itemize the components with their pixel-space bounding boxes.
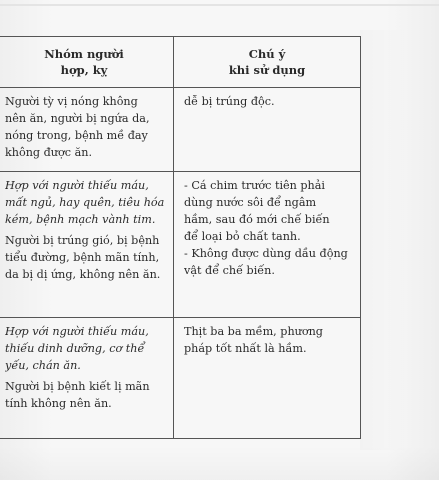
cell-paragraph [184, 323, 352, 357]
cell-text-line: mất ngủ, hay quên, tiêu hóa [5, 196, 165, 209]
cell-usage-notes [174, 318, 361, 439]
cell-text-line: Người bị trúng gió, bị bệnh [5, 234, 160, 247]
cell-text-line: - Không được dùng dầu động [184, 247, 348, 260]
cell-paragraph [5, 177, 165, 228]
cell-text-line: hầm, sau đó mới chế biến [184, 213, 330, 226]
header-usage-line-2: khi sử dụng [228, 63, 306, 77]
food-usage-table [0, 36, 361, 439]
cell-text-line: nên ăn, người bị ngứa da, [5, 112, 150, 125]
header-suitable-group [0, 37, 174, 88]
cell-paragraph [5, 378, 165, 412]
cell-paragraph [184, 177, 352, 279]
cell-paragraph [184, 93, 352, 110]
cell-text-line: tiểu đường, bệnh mãn tính, [5, 251, 160, 264]
cell-text-line: nóng trong, bệnh mề đay [5, 129, 148, 142]
cell-text-line: yếu, chán ăn. [5, 359, 81, 372]
cell-text-line: Thịt ba ba mềm, phương [184, 325, 323, 338]
table-row [0, 172, 361, 318]
header-suitable-line-2: hợp, kỵ [60, 63, 108, 77]
cell-text-line: Người tỳ vị nóng không [5, 95, 138, 108]
table-row [0, 318, 361, 439]
cell-text-line: kém, bệnh mạch vành tim. [5, 213, 156, 226]
cell-suitable-group [0, 318, 174, 439]
cell-text-line: Người bị bệnh kiết lị mãn [5, 380, 150, 393]
cell-text-line: - Cá chim trước tiên phải [184, 179, 326, 192]
cell-text-line: tính không nên ăn. [5, 397, 112, 410]
food-usage-table-wrapper [0, 36, 360, 438]
cell-text-line: pháp tốt nhất là hầm. [184, 342, 307, 355]
header-usage-line-1: Chú ý [248, 47, 286, 61]
page-shadow [360, 30, 410, 450]
cell-text-line: để loại bỏ chất tanh. [184, 230, 301, 243]
cell-paragraph [5, 323, 165, 374]
cell-text-line: dùng nước sôi để ngâm [184, 196, 317, 209]
cell-paragraph [5, 232, 165, 283]
cell-text-line: dễ bị trúng độc. [184, 95, 275, 108]
table-row [0, 88, 361, 172]
cell-suitable-group [0, 172, 174, 318]
page-bottom-shade [0, 446, 439, 480]
table-header-row [0, 37, 361, 88]
page-edge-line [0, 4, 439, 6]
cell-text-line: da bị dị ứng, không nên ăn. [5, 268, 161, 281]
cell-usage-notes [174, 88, 361, 172]
cell-text-line: vật để chế biến. [184, 264, 275, 277]
header-usage-notes [174, 37, 361, 88]
cell-text-line: không được ăn. [5, 146, 92, 159]
cell-usage-notes [174, 172, 361, 318]
header-suitable-line-1: Nhóm người [44, 47, 124, 61]
cell-suitable-group [0, 88, 174, 172]
cell-text-line: Hợp với người thiếu máu, [5, 179, 149, 192]
cell-text-line: Hợp với người thiếu máu, [5, 325, 149, 338]
cell-paragraph [5, 93, 165, 161]
cell-text-line: thiếu dinh dưỡng, cơ thể [5, 342, 145, 355]
